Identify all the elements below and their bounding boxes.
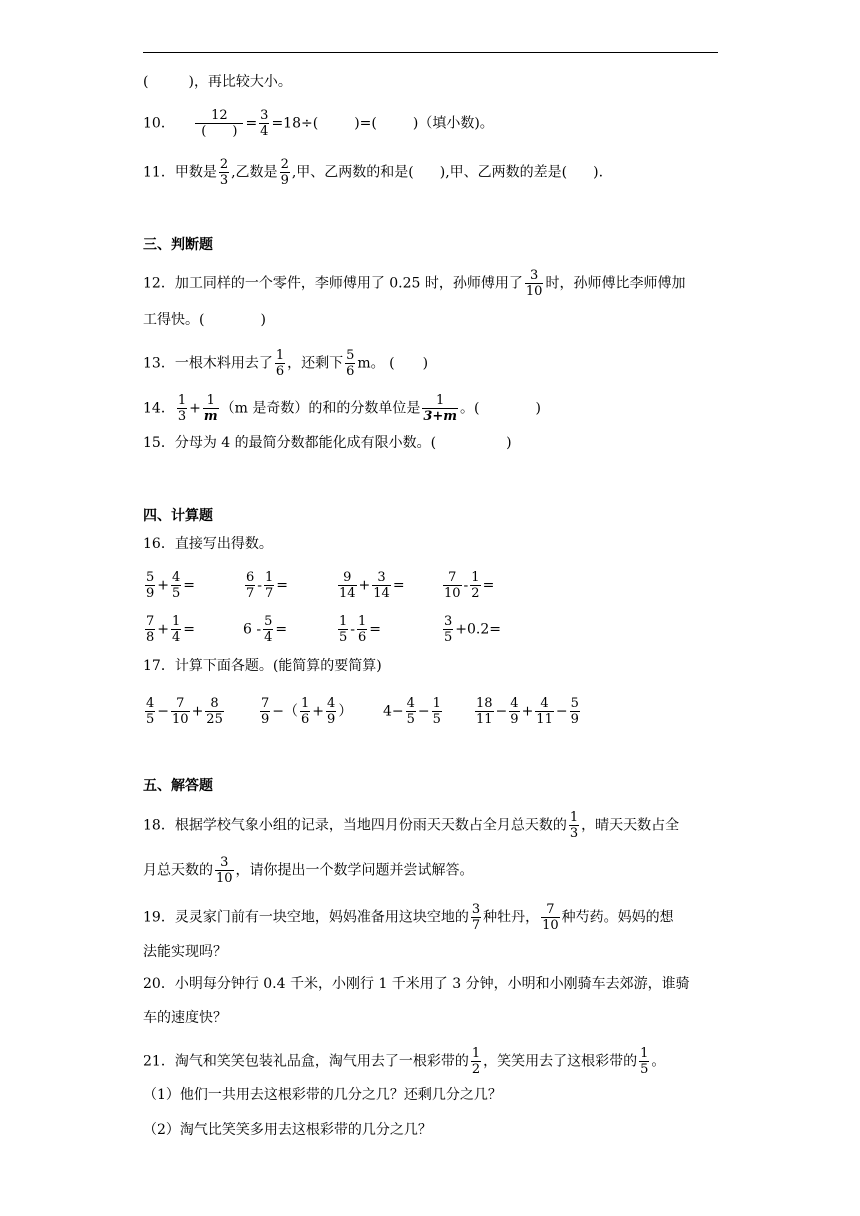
fraction: $\frac{3}{10}$: [525, 268, 543, 299]
question-10: 10． 12 ( ) = $\frac{3}{4}$ =18÷( )=( )（填小数)。: [143, 108, 494, 139]
fraction: $\frac{3}{7}$: [471, 902, 481, 933]
q9-tail: ( )，再比较大小。: [143, 74, 292, 90]
fraction: $\frac{1}{m}$: [203, 393, 218, 424]
q16-expression: $\frac{1}{5}$ - $\frac{1}{6}$ =: [339, 614, 382, 645]
fraction: $\frac{2}{9}$: [280, 157, 289, 188]
fraction: $\frac{3}{10}$: [216, 855, 233, 886]
q17-expression-1: $\frac{4}{5}$ − $\frac{7}{10}$ + $\frac{8}{25}$: [146, 696, 223, 727]
q16-expression: $\frac{5}{9}$ + $\frac{4}{5}$ =: [146, 570, 196, 601]
fraction: $\frac{1}{5}$: [640, 1046, 649, 1077]
q16-expression: $\frac{7}{10}$ - $\frac{1}{2}$ =: [444, 570, 495, 601]
q17-expression-4: $\frac{18}{11}$ − $\frac{4}{9}$ + $\frac{4}{11}$ − $\frac{5}{9}$: [476, 696, 579, 727]
fraction: $\frac{1}{2}$: [471, 1046, 481, 1077]
fraction: 12 ( ): [195, 108, 243, 139]
q17-expression-3: 4− $\frac{4}{5}$ − $\frac{1}{5}$: [383, 696, 441, 727]
question-13: 13．一根木料用去了 $\frac{1}{6}$ ，还剩下 $\frac{5}{6}$ m。 ( ): [143, 348, 429, 379]
question-18: 18．根据学校气象小组的记录，当地四月份雨天天数占全月总天数的 $\frac{1}{3}$ ，晴天天数占全: [143, 810, 680, 841]
fraction: $\frac{3}{4}$: [260, 108, 269, 139]
header-rule: [143, 52, 718, 53]
q16-expression: $\frac{6}{7}$ - $\frac{1}{7}$ =: [246, 570, 289, 601]
question-12-line2: 工得快。( ): [143, 312, 266, 328]
question-17: 17．计算下面各题。(能简算的要简算): [143, 658, 382, 674]
section-title-calculation: 四、计算题: [143, 508, 213, 524]
question-18-line2: 月总天数的 $\frac{3}{10}$ ，请你提出一个数学问题并尝试解答。: [143, 855, 474, 886]
q16-expression: 6 - $\frac{5}{4}$ =: [243, 614, 288, 645]
question-16: 16．直接写出得数。: [143, 536, 273, 552]
fraction: $\frac{2}{3}$: [219, 157, 229, 188]
fraction: $\frac{1}{3+m}$: [423, 393, 458, 424]
question-19-line2: 法能实现吗？: [143, 944, 227, 960]
question-21-sub2: （2）淘气比笑笑多用去这根彩带的几分之几？: [143, 1122, 432, 1138]
fraction: $\frac{1}{3}$: [569, 810, 579, 841]
q16-expression: $\frac{7}{8}$ + $\frac{1}{4}$ =: [146, 614, 196, 645]
question-12: 12．加工同样的一个零件，李师傅用了 0.25 时，孙师傅用了 $\frac{3}{10}$ 时，孙师傅比李师傅加: [143, 268, 686, 299]
question-14: 14． $\frac{1}{3}$ + $\frac{1}{m}$ （m 是奇数）的和的分数单位是 $\frac{1}{3+m}$ 。( ): [143, 393, 541, 424]
question-19: 19．灵灵家门前有一块空地，妈妈准备用这块空地的 $\frac{3}{7}$ 种牡丹， $\frac{7}{10}$ 种芍药。妈妈的想: [143, 902, 674, 933]
fraction: $\frac{1}{6}$: [275, 348, 285, 379]
fraction: $\frac{5}{6}$: [346, 348, 355, 379]
fraction: $\frac{1}{3}$: [177, 393, 187, 424]
q16-expression: $\frac{9}{14}$ + $\frac{3}{14}$ =: [339, 570, 405, 601]
question-21: 21．淘气和笑笑包装礼品盒，淘气用去了一根彩带的 $\frac{1}{2}$ ，笑笑用去了这根彩带的 $\frac{1}{5}$ 。: [143, 1046, 666, 1077]
question-21-sub1: （1）他们一共用去这根彩带的几分之几？还剩几分之几？: [143, 1087, 502, 1103]
fraction: $\frac{7}{10}$: [542, 902, 559, 933]
q17-expression-2: $\frac{7}{9}$ −（ $\frac{1}{6}$ + $\frac{4}{9}$ ）: [261, 696, 353, 727]
question-20: 20．小明每分钟行 0.4 千米，小刚行 1 千米用了 3 分钟，小明和小刚骑车去郊游，谁骑: [143, 976, 690, 992]
q16-expression: $\frac{3}{5}$ +0.2=: [444, 614, 502, 645]
question-20-line2: 车的速度快？: [143, 1010, 227, 1026]
section-title-word-problems: 五、解答题: [143, 778, 213, 794]
question-11: 11．甲数是 $\frac{2}{3}$ ,乙数是 $\frac{2}{9}$ ,甲、乙两数的和是( ),甲、乙两数的差是( ).: [143, 157, 604, 188]
section-title-judgement: 三、判断题: [143, 237, 213, 253]
question-15: 15．分母为 4 的最简分数都能化成有限小数。( ): [143, 435, 512, 451]
